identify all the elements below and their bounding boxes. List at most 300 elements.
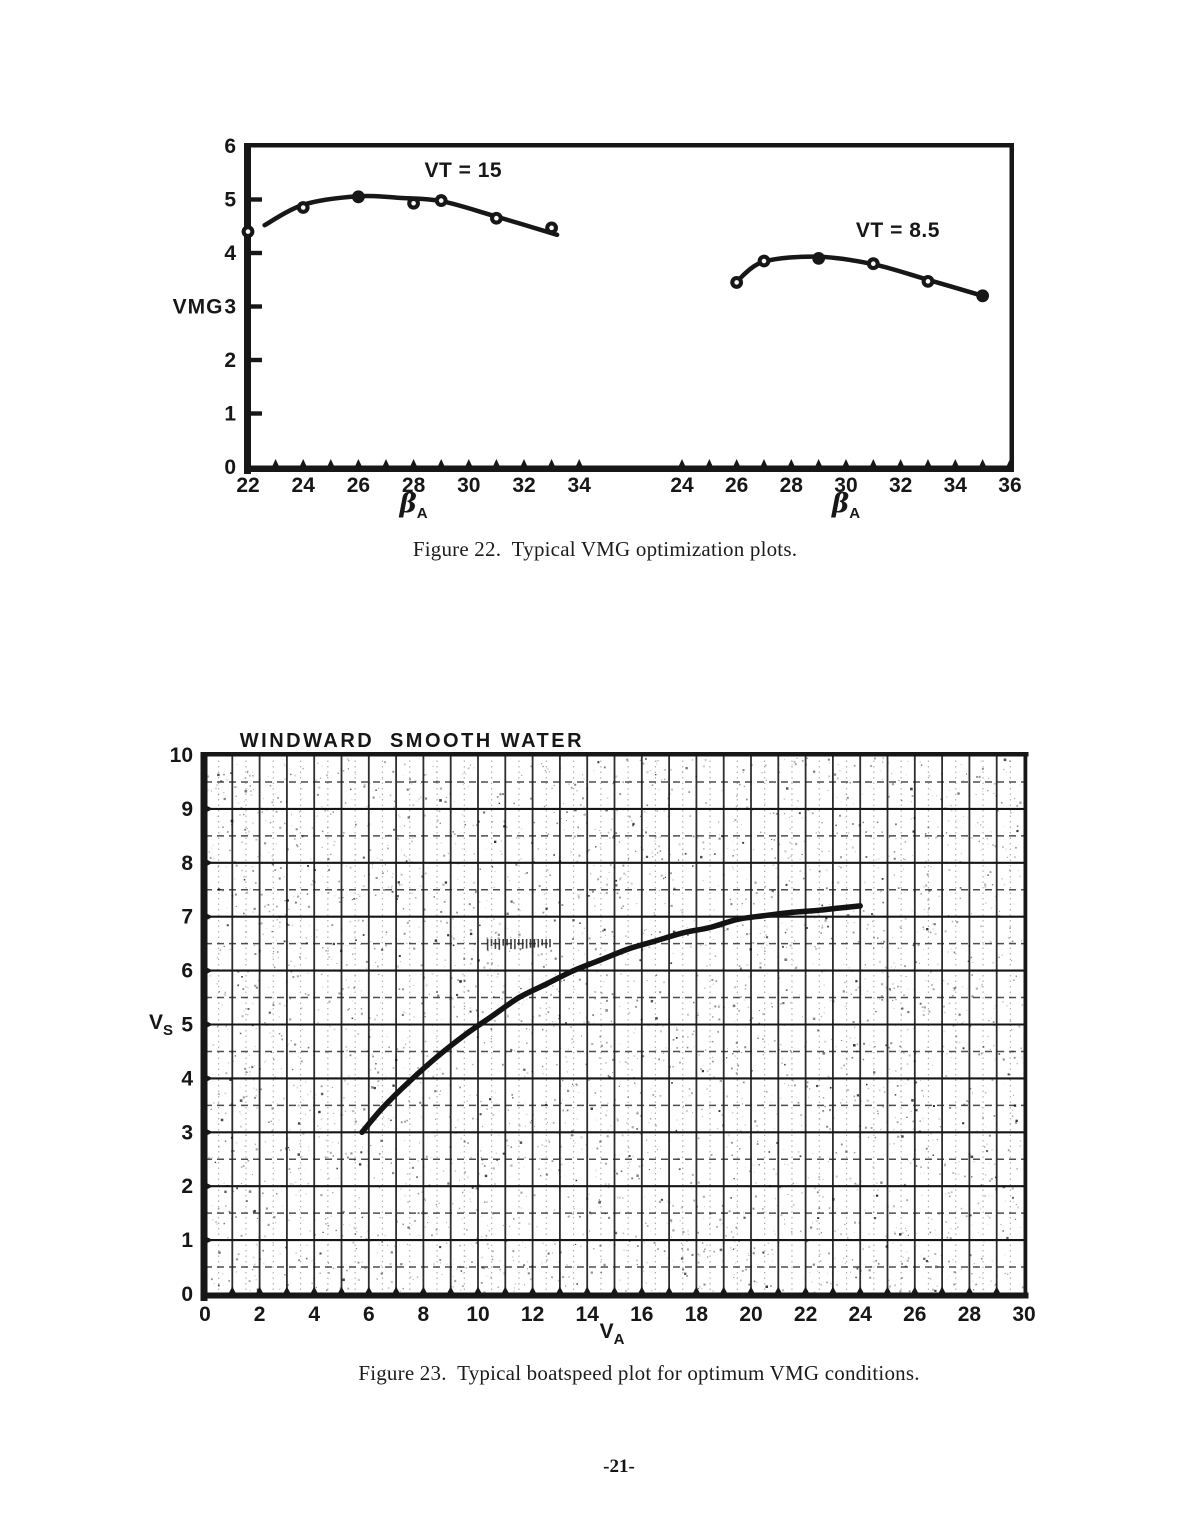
chart-shape (736, 806, 737, 807)
data-point-marker (812, 252, 825, 265)
chart-shape (577, 861, 578, 862)
chart-shape (907, 1079, 909, 1081)
chart-shape (824, 1012, 825, 1013)
chart-shape (541, 953, 543, 955)
chart-shape (806, 758, 808, 760)
chart-shape (608, 1075, 610, 1077)
chart-shape (970, 1088, 972, 1090)
chart-shape (425, 1227, 426, 1228)
chart-shape (693, 1002, 695, 1004)
chart-shape (479, 925, 481, 927)
chart-shape (758, 1023, 760, 1025)
chart-shape (241, 1235, 243, 1237)
chart-shape (331, 924, 333, 926)
chart-shape (980, 916, 981, 917)
chart-shape (558, 1261, 560, 1263)
chart-shape (948, 1071, 949, 1072)
chart-shape (529, 1029, 530, 1030)
chart-shape (534, 822, 536, 824)
chart-shape (320, 1273, 321, 1274)
chart-shape (583, 889, 584, 890)
chart-shape (215, 1162, 216, 1163)
chart-shape (586, 1026, 587, 1027)
chart-shape (548, 1139, 550, 1141)
chart-shape (928, 890, 930, 892)
chart-shape (664, 1250, 666, 1252)
chart-shape (454, 927, 455, 928)
chart-shape (713, 1008, 714, 1009)
chart-shape (1014, 798, 1015, 799)
chart-shape (355, 1065, 356, 1066)
chart-shape (390, 794, 392, 796)
chart-shape (757, 1143, 759, 1145)
chart-shape (503, 1272, 505, 1274)
chart-shape (345, 1153, 346, 1154)
chart-shape (342, 988, 344, 990)
chart-shape (830, 1283, 831, 1284)
chart-shape (984, 886, 986, 888)
chart-shape (893, 1143, 895, 1145)
chart-shape (359, 1197, 360, 1198)
x-tick-label: 20 (739, 1303, 763, 1326)
chart-shape (571, 851, 572, 852)
chart-shape (500, 1261, 501, 1262)
chart-shape (820, 875, 821, 876)
chart-shape (420, 1082, 421, 1083)
chart-shape (471, 1261, 473, 1263)
chart-shape (979, 776, 981, 778)
chart-shape (957, 1131, 959, 1133)
chart-shape (883, 903, 884, 904)
chart-shape (1010, 880, 1011, 881)
marker-hole (494, 216, 499, 221)
chart-shape (301, 1007, 303, 1009)
chart-shape (772, 1253, 774, 1255)
chart-shape (989, 941, 990, 942)
chart-shape (487, 975, 488, 976)
chart-shape (499, 916, 500, 917)
chart-shape (871, 1266, 873, 1268)
chart-shape (713, 984, 714, 985)
chart-shape (871, 1127, 873, 1129)
chart-shape (935, 1266, 938, 1269)
marker-hole (411, 201, 416, 206)
chart-shape (377, 794, 378, 795)
chart-shape (213, 845, 214, 846)
chart-shape (274, 869, 276, 871)
chart-shape (344, 1080, 346, 1082)
chart-shape (768, 1254, 769, 1255)
chart-shape (473, 825, 475, 827)
chart-shape (914, 1242, 915, 1243)
chart-shape (432, 1025, 433, 1026)
chart-shape (276, 843, 278, 845)
chart-shape (420, 797, 421, 798)
chart-shape (894, 875, 895, 876)
chart-shape (572, 1084, 573, 1085)
chart-shape (973, 1289, 974, 1290)
chart-shape (762, 1208, 764, 1210)
chart-shape (957, 827, 959, 829)
chart-shape (421, 1117, 422, 1118)
chart-shape (810, 1227, 812, 1229)
chart-shape (649, 873, 651, 875)
chart-shape (670, 769, 672, 771)
chart-shape (581, 1036, 582, 1037)
chart-shape (333, 844, 335, 846)
chart-shape (236, 1142, 238, 1144)
chart-shape (404, 1067, 405, 1068)
x-tick (382, 459, 390, 468)
chart-shape (1018, 870, 1019, 871)
chart-shape (819, 871, 821, 873)
chart-shape (779, 977, 780, 978)
chart-shape (821, 841, 822, 842)
chart-shape (951, 1057, 952, 1058)
chart-shape (972, 1237, 973, 1238)
chart-shape (898, 948, 900, 950)
chart-shape (911, 818, 912, 819)
chart-shape (225, 1205, 226, 1206)
chart-shape (949, 1003, 951, 1005)
figure-23-boatspeed-chart (149, 730, 1036, 1348)
chart-shape (358, 894, 359, 895)
chart-shape (347, 1083, 348, 1084)
chart-shape (268, 776, 269, 777)
chart-shape (411, 893, 412, 894)
chart-shape (650, 1209, 651, 1210)
chart-shape (908, 1160, 909, 1161)
chart-shape (841, 1040, 842, 1041)
chart-shape (802, 818, 803, 819)
chart-shape (819, 1179, 821, 1181)
chart-shape (905, 841, 906, 842)
chart-shape (429, 994, 430, 995)
chart-shape (249, 888, 251, 890)
chart-shape (658, 846, 660, 848)
chart-shape (681, 1243, 682, 1244)
chart-shape (971, 1156, 974, 1159)
chart-shape (496, 1152, 498, 1154)
chart-shape (465, 773, 467, 775)
chart-shape (259, 1202, 260, 1203)
chart-shape (834, 1118, 835, 1119)
chart-shape (744, 1217, 746, 1219)
x-tick-label: 34 (943, 474, 967, 497)
chart-shape (780, 1003, 782, 1005)
chart-shape (829, 851, 830, 852)
chart-shape (260, 972, 261, 973)
chart-shape (594, 998, 596, 1000)
chart-shape (1003, 1058, 1005, 1060)
chart-shape (863, 1043, 865, 1045)
chart-shape (321, 806, 322, 807)
chart-shape (580, 804, 582, 806)
chart-shape (588, 937, 590, 939)
chart-shape (392, 771, 394, 773)
chart-shape (912, 1121, 914, 1123)
chart-shape (325, 1140, 326, 1141)
chart-shape (828, 778, 829, 779)
chart-shape (898, 780, 899, 781)
chart-shape (892, 983, 894, 985)
chart-shape (694, 1057, 695, 1058)
chart-shape (732, 1053, 733, 1054)
chart-shape (223, 774, 225, 776)
chart-shape (486, 1235, 488, 1237)
chart-shape (577, 827, 579, 829)
chart-shape (925, 885, 927, 887)
chart-shape (412, 1167, 414, 1169)
chart-shape (883, 1087, 884, 1088)
chart-shape (619, 1044, 620, 1045)
chart-shape (222, 1273, 224, 1275)
chart-shape (470, 930, 472, 932)
chart-shape (507, 876, 509, 878)
chart-shape (208, 886, 209, 887)
chart-shape (888, 796, 890, 798)
chart-shape (446, 797, 447, 798)
chart-shape (481, 1257, 482, 1258)
x-tick (419, 1287, 428, 1296)
chart-shape (923, 1258, 925, 1260)
chart-shape (654, 840, 656, 842)
chart-shape (647, 1225, 649, 1227)
chart-shape (639, 959, 641, 961)
chart-shape (286, 1217, 287, 1218)
chart-shape (848, 1089, 850, 1091)
chart-shape (362, 1217, 364, 1219)
chart-shape (540, 1007, 542, 1009)
chart-shape (490, 968, 492, 970)
chart-title-smooth-water: SMOOTH WATER (389, 730, 585, 752)
chart-shape (895, 967, 896, 968)
chart-shape (400, 826, 401, 827)
chart-shape (599, 1245, 601, 1247)
chart-shape (559, 860, 561, 862)
chart-shape (619, 1197, 621, 1199)
chart-shape (1014, 1105, 1016, 1107)
chart-shape (958, 917, 959, 918)
chart-shape (436, 915, 437, 916)
chart-shape (395, 1082, 396, 1083)
chart-shape (289, 1149, 290, 1150)
chart-shape (549, 1141, 551, 1143)
chart-shape (852, 971, 853, 972)
chart-shape (573, 830, 574, 831)
chart-shape (975, 1284, 976, 1285)
chart-shape (388, 1118, 389, 1119)
chart-shape (453, 1276, 454, 1277)
chart-shape (932, 928, 934, 930)
chart-shape (817, 1228, 818, 1229)
chart-shape (583, 1234, 585, 1236)
chart-shape (224, 798, 226, 800)
chart-shape (277, 1104, 278, 1105)
chart-shape (952, 1172, 954, 1174)
chart-shape (498, 1287, 499, 1288)
chart-shape (623, 873, 625, 875)
chart-shape (800, 870, 802, 872)
chart-shape (1004, 1255, 1005, 1256)
chart-shape (289, 1168, 291, 1170)
chart-shape (406, 860, 408, 862)
chart-shape (252, 822, 254, 824)
chart-shape (232, 1252, 233, 1253)
chart-shape (326, 1290, 328, 1292)
chart-shape (578, 825, 579, 826)
chart-shape (673, 888, 675, 890)
chart-shape (231, 1137, 233, 1139)
chart-shape (624, 1250, 625, 1251)
chart-shape (771, 896, 773, 898)
chart-shape (903, 994, 905, 996)
chart-shape (899, 986, 900, 987)
chart-shape (926, 928, 928, 930)
chart-shape (491, 1028, 493, 1030)
chart-shape (776, 868, 777, 869)
chart-shape (591, 1108, 594, 1111)
chart-shape (837, 791, 838, 792)
chart-shape (571, 942, 573, 944)
chart-shape (823, 1052, 826, 1055)
chart-shape (832, 881, 834, 883)
chart-shape (366, 961, 368, 963)
chart-shape (473, 1193, 474, 1194)
chart-shape (803, 878, 805, 880)
chart-shape (431, 1235, 433, 1237)
chart-shape (763, 1054, 764, 1055)
chart-shape (346, 964, 348, 966)
chart-shape (853, 932, 855, 934)
chart-shape (894, 969, 895, 970)
chart-shape (684, 1146, 685, 1147)
chart-shape (502, 991, 504, 993)
chart-shape (719, 1219, 721, 1221)
chart-shape (218, 1103, 220, 1105)
chart-shape (791, 1231, 792, 1232)
chart-shape (224, 1223, 226, 1225)
chart-shape (439, 811, 441, 813)
chart-shape (485, 908, 486, 909)
chart-shape (757, 954, 758, 955)
chart-shape (256, 1028, 257, 1029)
chart-shape (531, 1265, 533, 1267)
chart-shape (236, 1271, 237, 1272)
chart-shape (284, 764, 285, 765)
chart-shape (500, 1271, 501, 1272)
chart-shape (519, 1125, 521, 1127)
chart-shape (315, 1099, 316, 1100)
chart-shape (404, 1121, 406, 1123)
chart-shape (462, 974, 464, 976)
chart-shape (817, 1191, 819, 1193)
chart-shape (737, 1204, 738, 1205)
chart-shape (374, 1177, 375, 1178)
chart-shape (744, 1124, 746, 1126)
chart-shape (762, 1104, 763, 1105)
chart-shape (647, 805, 649, 807)
chart-shape (605, 1282, 606, 1283)
chart-shape (494, 1020, 496, 1022)
chart-shape (302, 798, 303, 799)
chart-shape (952, 921, 954, 923)
chart-shape (733, 869, 734, 870)
chart-shape (573, 1110, 574, 1111)
chart-shape (999, 957, 1000, 958)
chart-shape (299, 1143, 301, 1145)
chart-shape (353, 1227, 355, 1229)
chart-shape (468, 786, 469, 787)
chart-shape (725, 1052, 726, 1053)
chart-shape (829, 1109, 831, 1111)
chart-shape (732, 1236, 734, 1238)
chart-shape (606, 884, 608, 886)
chart-shape (379, 1153, 381, 1155)
chart-shape (560, 1146, 562, 1148)
chart-shape (327, 1135, 328, 1136)
chart-shape (240, 1033, 242, 1035)
chart-shape (749, 1137, 750, 1138)
chart-shape (725, 930, 726, 931)
chart-shape (660, 1095, 662, 1097)
chart-shape (565, 1285, 566, 1286)
chart-shape (845, 1263, 846, 1264)
chart-shape (530, 1278, 532, 1280)
chart-shape (454, 1280, 456, 1282)
chart-shape (273, 1216, 275, 1218)
chart-shape (1015, 847, 1017, 849)
chart-shape (802, 1016, 803, 1017)
chart-shape (750, 1251, 751, 1252)
chart-shape (730, 1197, 732, 1199)
chart-shape (963, 1079, 964, 1080)
chart-shape (821, 1016, 822, 1017)
chart-shape (437, 995, 439, 997)
chart-shape (673, 1260, 674, 1261)
chart-shape (669, 793, 671, 795)
chart-shape (375, 790, 376, 791)
chart-shape (310, 859, 311, 860)
marker-hole (871, 261, 876, 266)
chart-shape (951, 810, 953, 812)
chart-shape (339, 901, 341, 903)
chart-shape (609, 837, 610, 838)
chart-shape (820, 1260, 822, 1262)
chart-shape (454, 833, 456, 835)
chart-shape (715, 1291, 716, 1292)
chart-shape (400, 1263, 402, 1265)
chart-shape (699, 1286, 701, 1288)
chart-shape (863, 822, 865, 824)
chart-shape (455, 965, 456, 966)
chart-shape (505, 925, 507, 927)
chart-shape (846, 1256, 847, 1257)
chart-shape (303, 1220, 304, 1221)
chart-shape (395, 1148, 397, 1150)
chart-shape (787, 1194, 788, 1195)
chart-shape (677, 1158, 679, 1160)
x-tick (992, 1287, 1001, 1296)
chart-shape (919, 963, 920, 964)
chart-shape (863, 1232, 864, 1233)
chart-shape (410, 1276, 411, 1277)
chart-shape (424, 909, 426, 911)
chart-shape (963, 816, 964, 817)
chart-shape (458, 1086, 459, 1087)
chart-shape (703, 1196, 705, 1198)
chart-shape (612, 819, 613, 820)
